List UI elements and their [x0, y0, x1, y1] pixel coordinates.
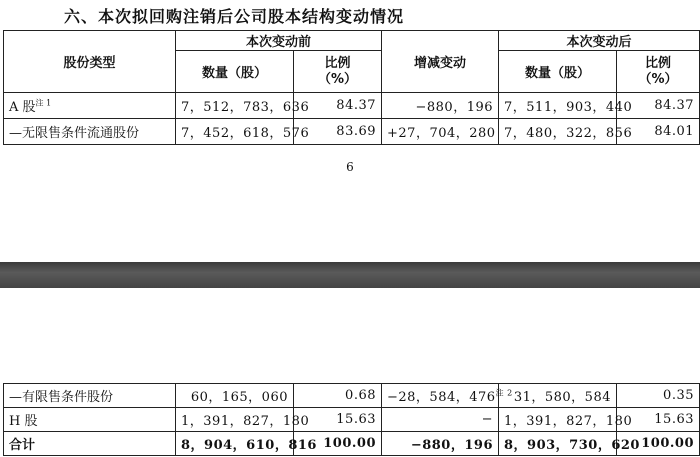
ratio-before: 84.37	[294, 93, 382, 119]
ratio-before: 0.68	[294, 384, 382, 408]
qty-before: 8，904，610，816	[176, 432, 294, 456]
row-label	[4, 93, 176, 119]
table-row	[4, 119, 700, 145]
change-note: 注 2	[495, 388, 513, 398]
qty-after: 31，580，584	[499, 384, 617, 408]
change-value: +27，704，280	[382, 119, 499, 145]
row-label: H 股	[4, 408, 176, 432]
row-label-text: A 股	[9, 100, 36, 115]
page-number: 6	[346, 160, 354, 174]
section-title: 六、本次拟回购注销后公司股本结构变动情况	[64, 7, 405, 26]
share-structure-table-top	[3, 30, 700, 145]
qty-after: 8，903，730，620	[499, 432, 617, 456]
ratio-after: 100.00	[617, 432, 700, 456]
qty-before: 60，165，060	[176, 384, 294, 408]
change-value-text: −28，584，476	[387, 390, 496, 405]
row-label: —无限售条件流通股份	[4, 119, 176, 145]
ratio-after: 15.63	[617, 408, 700, 432]
qty-after: 7，480，322，856	[499, 119, 617, 145]
ratio-before: 100.00	[294, 432, 382, 456]
header-ratio-after-l1: 比例	[645, 55, 672, 71]
header-qty-after: 数量（股）	[499, 51, 617, 93]
qty-before: 1，391，827，180	[176, 408, 294, 432]
page-gap	[0, 262, 700, 288]
qty-before: 7，512，783，636	[176, 93, 294, 119]
ratio-after: 0.35	[617, 384, 700, 408]
header-ratio-after	[617, 51, 700, 93]
qty-after: 1，391，827，180	[499, 408, 617, 432]
header-ratio-before	[294, 51, 382, 93]
table-row	[4, 408, 700, 432]
table-row	[4, 93, 700, 119]
ratio-before: 83.69	[294, 119, 382, 145]
qty-before: 7，452，618，576	[176, 119, 294, 145]
header-ratio-after-l2: （%）	[638, 71, 678, 87]
change-value	[382, 384, 513, 408]
header-after-group: 本次变动后	[499, 31, 700, 51]
document-page-bottom	[0, 288, 700, 457]
qty-after: 7，511，903，440	[499, 93, 617, 119]
table-row-total	[4, 432, 700, 456]
change-value: −880，196	[382, 93, 499, 119]
header-change: 增减变动	[382, 31, 499, 93]
change-value: −880，196	[382, 432, 499, 456]
header-qty-before: 数量（股）	[176, 51, 294, 93]
row-label-note: 注 1	[35, 98, 52, 108]
ratio-before: 15.63	[294, 408, 382, 432]
header-share-type: 股份类型	[4, 31, 176, 93]
header-ratio-before-l2: （%）	[317, 71, 358, 87]
change-value: −	[382, 408, 499, 432]
share-structure-table-bottom	[3, 383, 700, 456]
row-label: 合计	[4, 432, 176, 456]
row-label: —有限售条件股份	[4, 384, 176, 408]
header-ratio-before-l1: 比例	[324, 55, 351, 71]
table-row	[4, 384, 700, 408]
ratio-after: 84.01	[617, 119, 700, 145]
header-before-group: 本次变动前	[176, 31, 382, 51]
ratio-after: 84.37	[617, 93, 700, 119]
